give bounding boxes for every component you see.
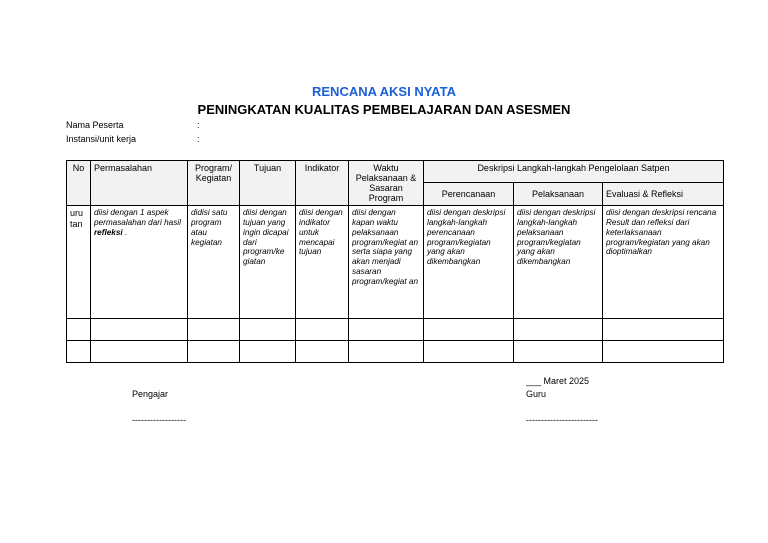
cell-permasalahan bbox=[91, 206, 188, 319]
field-colon-instansi: : bbox=[197, 134, 200, 144]
empty-cell bbox=[514, 341, 603, 363]
header-program: Program/ Kegiatan bbox=[188, 161, 240, 206]
signature-right-line: ------------------------ bbox=[526, 415, 598, 425]
permasalahan-end-text: . bbox=[122, 227, 128, 237]
cell-pelaksanaan: diisi dengan deskripsi langkah-langkah pelaksanaan program/kegiatan yang akan dikembangkan bbox=[514, 206, 603, 319]
header-pelaksanaan: Pelaksanaan bbox=[514, 183, 603, 206]
header-indikator: Indikator bbox=[296, 161, 349, 206]
signature-date: ___ Maret 2025 bbox=[526, 376, 590, 386]
empty-row bbox=[67, 341, 724, 363]
empty-cell bbox=[514, 319, 603, 341]
cell-no: uru tan bbox=[67, 206, 91, 319]
empty-cell bbox=[67, 319, 91, 341]
header-permasalahan: Permasalahan bbox=[91, 161, 188, 206]
empty-cell bbox=[240, 341, 296, 363]
header-perencanaan: Perencanaan bbox=[424, 183, 514, 206]
cell-indikator: diisi dengan indikator untuk mencapai tujuan bbox=[296, 206, 349, 319]
field-label-nama-peserta: Nama Peserta bbox=[66, 120, 124, 130]
empty-cell bbox=[424, 341, 514, 363]
empty-cell bbox=[240, 319, 296, 341]
signature-left-role: Pengajar bbox=[132, 389, 169, 399]
empty-cell bbox=[603, 319, 724, 341]
header-waktu: Waktu Pelaksanaan & Sasaran Program bbox=[349, 161, 424, 206]
field-label-instansi: Instansi/unit kerja bbox=[66, 134, 137, 144]
cell-tujuan: diisi dengan tujuan yang ingin dicapai dari program/ke giatan bbox=[240, 206, 296, 319]
field-colon-nama-peserta: : bbox=[197, 120, 200, 130]
action-plan-table bbox=[66, 160, 724, 363]
table-row bbox=[67, 206, 724, 319]
document-title: RENCANA AKSI NYATA bbox=[312, 84, 456, 99]
signature-left-line: ------------------ bbox=[132, 415, 186, 425]
empty-cell bbox=[188, 319, 240, 341]
permasalahan-bold-text: refleksi bbox=[94, 227, 123, 237]
permasalahan-text: diisi dengan 1 aspek permasalahan dari hasil bbox=[94, 208, 181, 227]
header-tujuan: Tujuan bbox=[240, 161, 296, 206]
empty-cell bbox=[296, 319, 349, 341]
signature-right-role: Guru bbox=[526, 389, 547, 399]
empty-row bbox=[67, 319, 724, 341]
document-subtitle: PENINGKATAN KUALITAS PEMBELAJARAN DAN ASESMEN bbox=[197, 102, 571, 117]
cell-waktu: diisi dengan kapan waktu pelaksanaan program/kegiat an serta siapa yang akan menjadi sasaran program/kegiat an bbox=[349, 206, 424, 319]
empty-cell bbox=[91, 341, 188, 363]
empty-cell bbox=[424, 319, 514, 341]
empty-cell bbox=[349, 341, 424, 363]
empty-cell bbox=[296, 341, 349, 363]
empty-cell bbox=[188, 341, 240, 363]
header-deskripsi: Deskripsi Langkah-langkah Pengelolaan Satpen bbox=[424, 161, 724, 183]
cell-perencanaan: diisi dengan deskripsi langkah-langkah perencanaan program/kegiatan yang akan dikembangkan bbox=[424, 206, 514, 319]
header-evaluasi: Evaluasi & Refleksi bbox=[603, 183, 724, 206]
cell-evaluasi: diisi dengan deskripsi rencana Result dan refleksi dari keterlaksanaan program/kegiatan yang akan dioptimalkan bbox=[603, 206, 724, 319]
empty-cell bbox=[603, 341, 724, 363]
empty-cell bbox=[91, 319, 188, 341]
empty-cell bbox=[67, 341, 91, 363]
cell-program: didisi satu program atau kegiatan bbox=[188, 206, 240, 319]
header-no: No bbox=[67, 161, 91, 206]
empty-cell bbox=[349, 319, 424, 341]
